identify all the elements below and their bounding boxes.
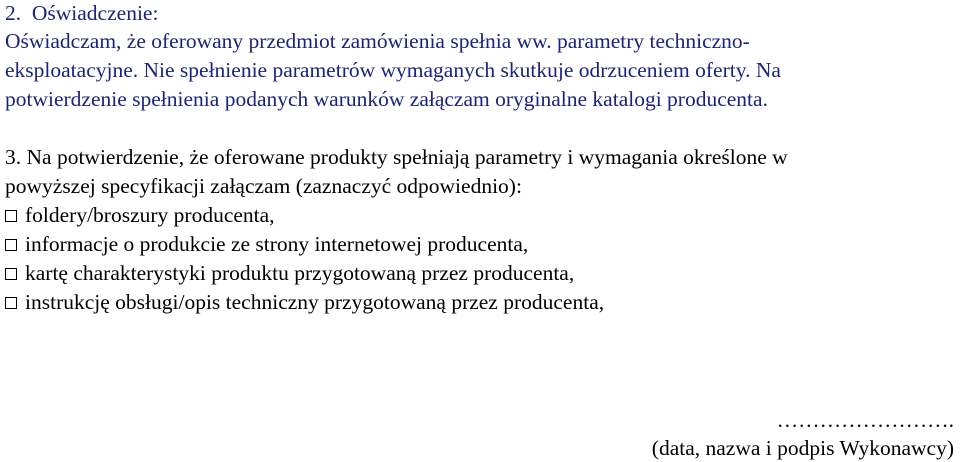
signature-caption: (data, nazwa i podpis Wykonawcy) xyxy=(651,436,954,460)
option-label: kartę charakterystyki produktu przygotowaną przez producenta, xyxy=(25,261,575,285)
section-3-line-2: powyższej specyfikacji załączam (zaznaczyć odpowiednio): xyxy=(5,174,522,198)
checkbox[interactable] xyxy=(5,210,17,222)
section-2-line-3: potwierdzenie spełnienia podanych warunków załączam oryginalne katalogi producenta. xyxy=(5,87,768,111)
section-3-line-1: 3. Na potwierdzenie, że oferowane produkty spełniają parametry i wymagania określone w xyxy=(5,145,788,169)
checkbox[interactable] xyxy=(5,297,17,309)
option-label: foldery/broszury producenta, xyxy=(25,203,275,227)
option-row-2 xyxy=(5,231,528,257)
checkbox[interactable] xyxy=(5,268,17,280)
option-row-1 xyxy=(5,202,275,228)
option-label: informacje o produkcie ze strony internetowej producenta, xyxy=(25,232,529,256)
option-row-4 xyxy=(5,289,604,315)
option-row-3 xyxy=(5,260,574,286)
option-label: instrukcję obsługi/opis techniczny przygotowaną przez producenta, xyxy=(25,290,605,314)
section-2-line-1: Oświadczam, że oferowany przedmiot zamówienia spełnia ww. parametry techniczno- xyxy=(5,29,750,53)
section-2-line-2: eksploatacyjne. Nie spełnienie parametrów wymaganych skutkuje odrzuceniem oferty. Na xyxy=(5,58,781,82)
section-2-heading: 2. Oświadczenie: xyxy=(5,1,159,25)
signature-dots: ……………………. xyxy=(776,408,954,432)
checkbox[interactable] xyxy=(5,239,17,251)
